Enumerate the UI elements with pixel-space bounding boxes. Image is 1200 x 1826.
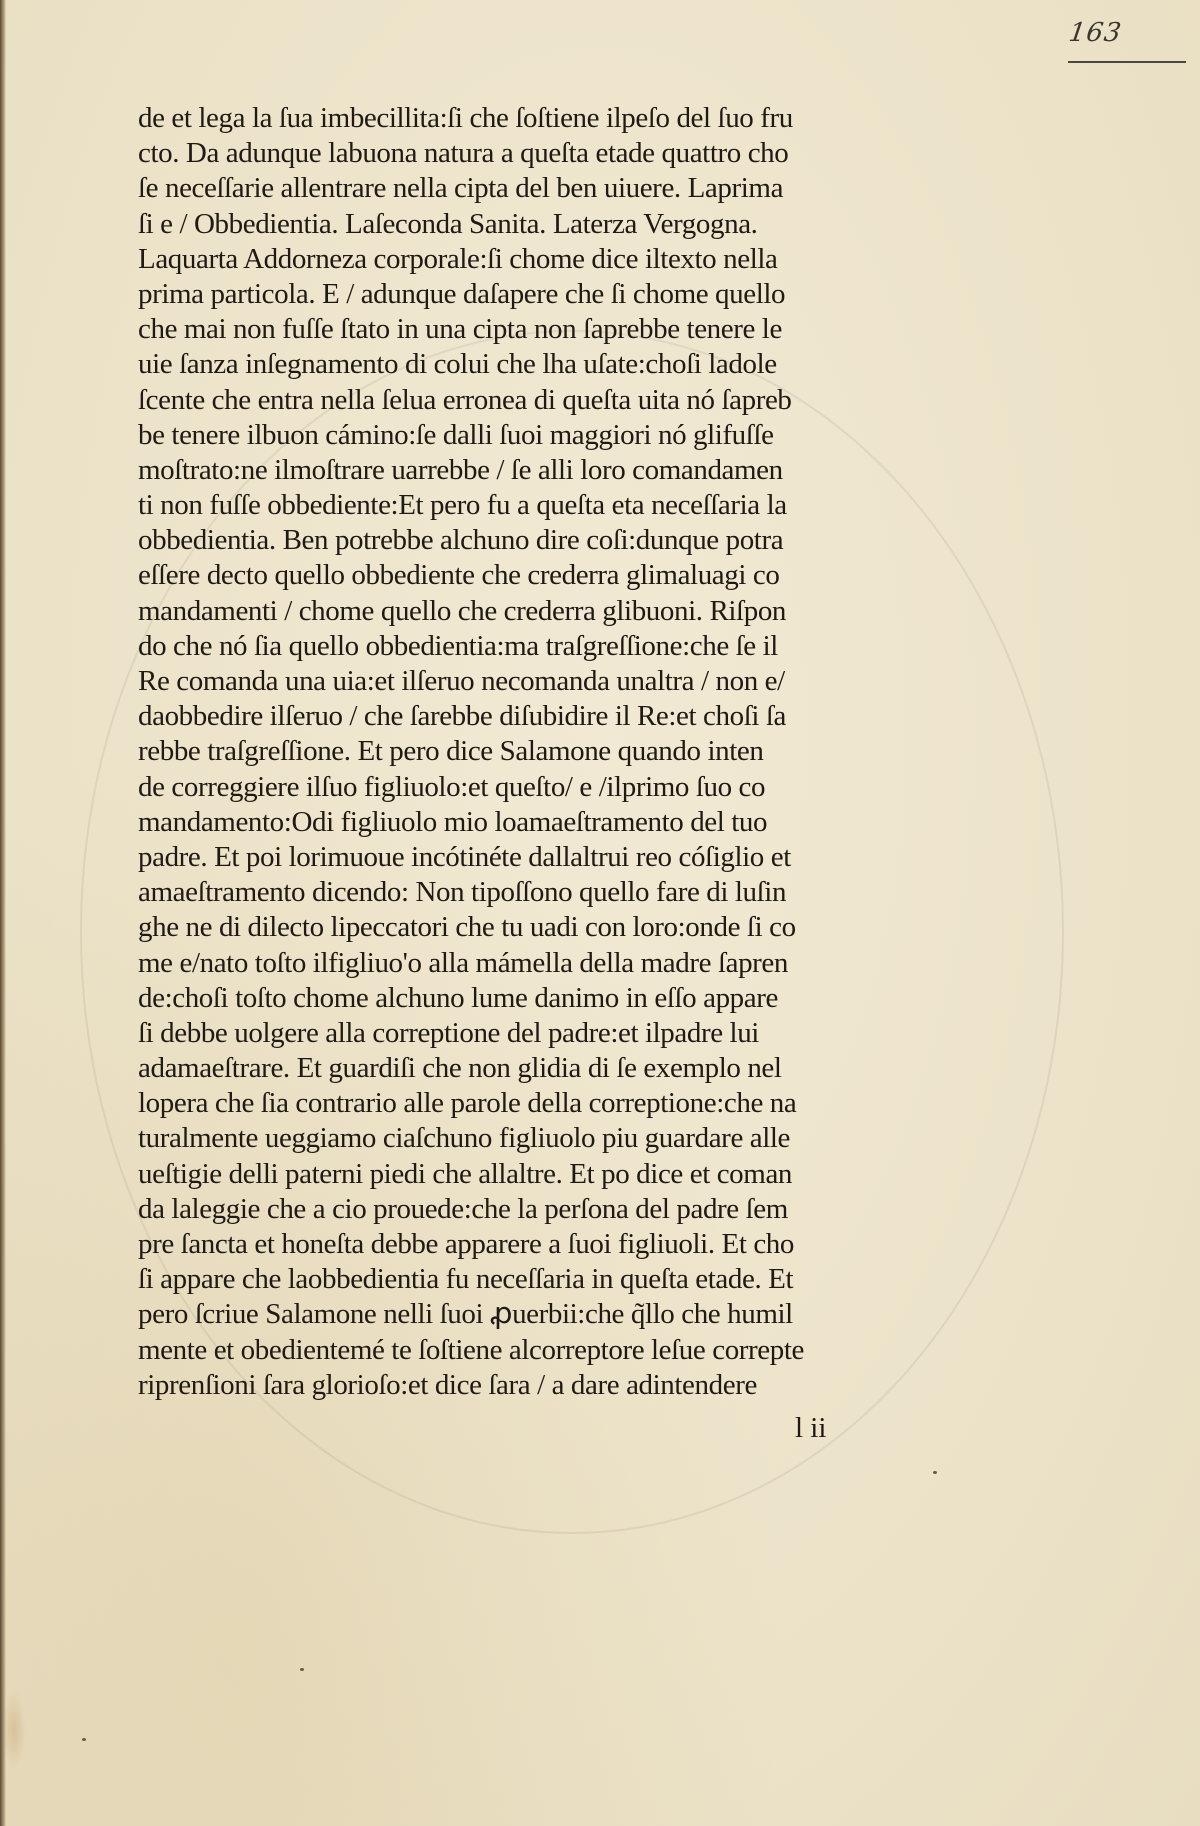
text-block <box>138 101 938 1403</box>
binding-edge <box>0 0 6 1826</box>
text-line: da laleggie che a cio prouede:che la perſona del padre ſem <box>138 1192 788 1225</box>
text-line: mandamenti / chome quello che crederra glibuoni. Riſpon <box>138 594 787 627</box>
text-line: ſi debbe uolgere alla correptione del padre:et ilpadre lui <box>138 1016 759 1049</box>
text-line: de:choſi toſto chome alchuno lume danimo in eſſo appare <box>138 981 778 1014</box>
text-line: ſi e / Obbedientia. Laſeconda Sanita. Laterza Vergogna. <box>138 207 758 240</box>
text-line: de correggiere ilſuo figliuolo:et queſto/ e /ilprimo ſuo co <box>138 770 766 803</box>
text-line: Laquarta Addorneza corporale:ſi chome dice iltexto nella <box>138 242 778 275</box>
text-line: do che nó ſia quello obbedientia:ma traſgreſſione:che ſe il <box>138 629 778 662</box>
text-line: de et lega la ſua imbecillita:ſi che ſoſtiene ilpeſo del ſuo fru <box>138 102 793 134</box>
paper-speck <box>82 1738 86 1741</box>
signature-mark: l ii <box>795 1412 827 1444</box>
text-line: pre ſancta et honeſta debbe apparere a ſuoi figliuoli. Et cho <box>138 1228 795 1260</box>
text-line: padre. Et poi lorimuoue incótinéte dallaltrui reo cóſiglio et <box>138 840 791 873</box>
text-line: riprenſioni ſara glorioſo:et dice ſara / a dare adintendere <box>138 1368 757 1401</box>
folio-number: 163 <box>1067 18 1125 48</box>
text-line: ghe ne di dilecto lipeccatori che tu uadi con loro:onde ſi co <box>138 911 796 944</box>
text-line: ueſtigie delli paterni piedi che allaltre. Et po dice et coman <box>138 1157 793 1190</box>
text-line: amaeſtramento dicendo: Non tipoſſono quello fare di luſin <box>138 876 787 909</box>
text-line: ſe neceſſarie allentrare nella cipta del ben uiuere. Laprima <box>138 172 784 205</box>
text-line: adamaeſtrare. Et guardiſi che non glidia di ſe exemplo nel <box>138 1052 782 1085</box>
text-line: eſſere decto quello obbediente che crederra glimaluagi co <box>138 559 780 592</box>
text-line: moſtrato:ne ilmoſtrare uarrebbe / ſe alli loro comandamen <box>138 453 783 486</box>
text-line: ti non fuſſe obbediente:Et pero fu a queſta eta neceſſaria la <box>138 489 787 522</box>
text-line: mandamento:Odi figliuolo mio loamaeſtramento del tuo <box>138 805 768 838</box>
text-line: che mai non fuſſe ſtato in una cipta non ſaprebbe tenere le <box>138 313 782 346</box>
folio-underline <box>1068 61 1186 63</box>
text-line: cto. Da adunque labuona natura a queſta etade quattro cho <box>138 137 789 170</box>
text-line: rebbe traſgreſſione. Et pero dice Salamone quando inten <box>138 735 764 768</box>
text-line: daobbedire ilſeruo / che ſarebbe diſubidire il Re:et choſi ſa <box>138 700 786 733</box>
paper-speck <box>300 1668 304 1671</box>
text-line: me e/nato toſto ilfigliuo'o alla mámella della madre ſapren <box>138 946 788 979</box>
text-line: prima particola. E / adunque daſapere che ſi chome quello <box>138 277 786 310</box>
text-line: uie ſanza inſegnamento di colui che lha uſate:choſi ladole <box>138 348 777 381</box>
text-line: mente et obedientemé te ſoſtiene alcorreptore leſue correpte <box>138 1333 805 1366</box>
foxing-stain <box>2 1690 26 1770</box>
text-line: obbedientia. Ben potrebbe alchuno dire coſi:dunque potra <box>138 524 784 557</box>
text-line: Re comanda una uia:et ilſeruo necomanda unaltra / non e/ <box>138 665 785 697</box>
text-line: ſcente che entra nella ſelua erronea di queſta uita nó ſapreb <box>138 383 792 416</box>
text-line: ſi appare che laobbedientia fu neceſſaria in queſta etade. Et <box>138 1263 794 1296</box>
text-line: pero ſcriue Salamone nelli ſuoi ꝓuerbii:che q̃llo che humil <box>138 1298 793 1331</box>
text-line: lopera che ſia contrario alle parole della correptione:che na <box>138 1087 797 1120</box>
text-line: turalmente ueggiamo ciaſchuno figliuolo piu guardare alle <box>138 1122 791 1155</box>
text-line: be tenere ilbuon cámino:ſe dalli ſuoi maggiori nó glifuſſe <box>138 418 774 451</box>
paper-speck <box>933 1471 937 1474</box>
